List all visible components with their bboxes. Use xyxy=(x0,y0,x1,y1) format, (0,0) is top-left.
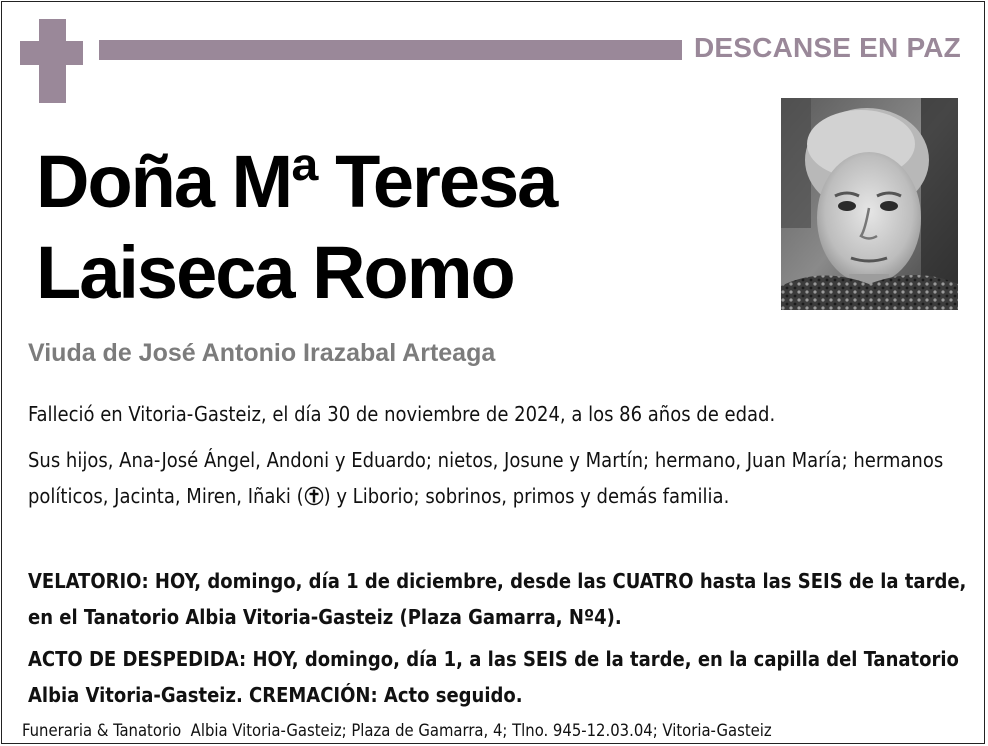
widow-of-line: Viuda de José Antonio Irazabal Arteaga xyxy=(28,339,496,367)
family-list-part-1: Sus hijos, Ana-José Ángel, Andoni y Eduardo; nietos, Josune y Martín; hermano, Juan María; hermanos políticos, Jacinta, Miren, Iñaki ( xyxy=(28,448,944,508)
rest-in-peace-label: DESCANSE EN PAZ xyxy=(694,32,961,63)
latin-cross-icon xyxy=(304,486,324,506)
wake-details: VELATORIO: HOY, domingo, día 1 de diciembre, desde las CUATRO hasta las SEIS de la tarde, en el Tanatorio Albia Vitoria-Gasteiz (Plaza Gamarra, Nº4). xyxy=(28,569,967,629)
death-announcement: Falleció en Vitoria-Gasteiz, el día 30 de noviembre de 2024, a los 86 años de edad. xyxy=(28,402,776,426)
family-list-part-2: ) y Liborio; sobrinos, primos y demás familia. xyxy=(323,484,730,508)
cross-icon-horizontal xyxy=(20,41,83,65)
header-divider-bar xyxy=(99,40,682,60)
obituary-notice xyxy=(1,1,985,744)
funeral-home-footer: Funeraria & Tanatorio Albia Vitoria-Gasteiz; Plaza de Gamarra, 4; Tlno. 945-12.03.04; Vitoria-Gasteiz xyxy=(22,721,772,740)
deceased-name xyxy=(36,136,736,318)
family-list xyxy=(28,442,968,514)
farewell-details: ACTO DE DESPEDIDA: HOY, domingo, día 1, a las SEIS de la tarde, en la capilla del Tanatorio Albia Vitoria-Gasteiz. CREMACIÓN: Acto seguido. xyxy=(28,647,959,707)
deceased-name-line-1: Doña Mª Teresa xyxy=(36,140,557,223)
deceased-name-line-2: Laiseca Romo xyxy=(36,231,514,314)
deceased-portrait-photo xyxy=(781,98,958,310)
